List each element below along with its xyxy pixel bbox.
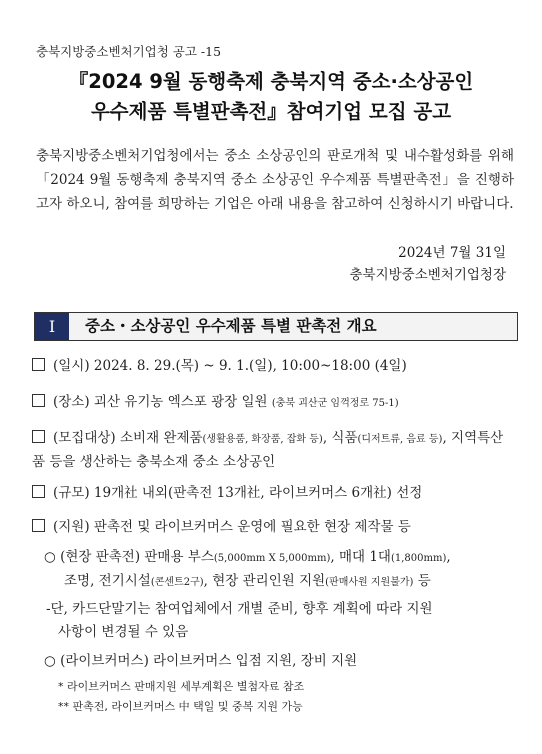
- booth-comma: ,: [446, 549, 451, 565]
- booth-stand-size: (1,800mm): [390, 553, 447, 564]
- announcement-date: 2024년 7월 31일: [398, 245, 506, 261]
- target-note-2: (디저트류, 음료 등): [357, 434, 443, 445]
- live-text: ○ (라이브커머스) 라이브커머스 입점 지원, 장비 지원: [44, 653, 358, 669]
- target-text-2: , 식품: [322, 430, 358, 446]
- booth-size: (5,000mm X 5,000mm): [213, 553, 331, 564]
- section-title: 중소・소상공인 우수제품 특별 판촉전 개요: [85, 317, 377, 335]
- issuer: 충북지방중소벤처기업청장: [349, 267, 506, 283]
- list-item-period: [32, 355, 514, 378]
- note-2: ** 판촉전, 라이브커머스 中 택일 및 중복 지원 가능: [58, 700, 303, 713]
- target-text-3: , 지역특산품 등을 생산하는 충북소재 중소 소상공인: [32, 430, 504, 470]
- place-note: (충북 괴산군 임꺽정로 75-1): [271, 398, 399, 409]
- list-item-support: [32, 516, 514, 539]
- target-note-1: (생활용품, 화장품, 잡화 등): [202, 434, 323, 445]
- target-text: (모집대상) 소비재 완제품: [53, 430, 203, 446]
- notice-number: 충북지방중소벤처기업청 공고 -15: [36, 44, 222, 59]
- booth-staff-note: (판매사원 지원불가): [325, 577, 414, 588]
- booth-text-4: , 현장 관리인원 지원: [203, 573, 326, 589]
- section-header: [34, 312, 518, 341]
- list-item-target: [32, 427, 514, 474]
- section-number: I: [35, 313, 69, 340]
- booth-line-2: [44, 570, 514, 594]
- booth-text-2: , 매대 1대: [330, 549, 391, 565]
- period-text: (일시) 2024. 8. 29.(목) ~ 9. 1.(일), 10:00~18:00 (4일): [53, 358, 407, 374]
- title-line-1: 『2024 9월 동행축제 충북지역 중소·소상공인: [68, 70, 474, 93]
- booth-text-3: 조명, 전기시설: [64, 573, 151, 589]
- sub-item-live: [44, 650, 514, 673]
- sub-item-booth: [44, 546, 514, 594]
- card-text-1: -단, 카드단말기는 참여업체에서 개별 준비, 향후 계획에 따라 지원: [46, 601, 433, 617]
- sub-item-card: [46, 598, 516, 644]
- intro-paragraph: 충북지방중소벤처기업청에서는 중소 소상공인의 판로개척 및 내수활성화를 위해 「2024 9월 동행축제 충북지역 중소 소상공인 우수제품 특별판촉전」을 진행하고자 하오니, 참여를 희망하는 기업은 아래 내용을 참고하여 신청하시기 바랍니다.: [36, 148, 514, 212]
- checkbox-square-icon: [32, 358, 45, 371]
- list-item-place: [32, 391, 514, 415]
- card-text-2: 사항이 변경될 수 있음: [58, 624, 189, 640]
- booth-outlet: (콘센트2구): [150, 577, 204, 588]
- scale-text: (규모) 19개社 내외(판촉전 13개社, 라이브커머스 6개社) 선정: [53, 485, 423, 501]
- place-text: (장소) 괴산 유기농 엑스포 광장 일원: [53, 394, 272, 410]
- checkbox-square-icon: [32, 485, 45, 498]
- checkbox-square-icon: [32, 394, 45, 407]
- title-line-2: 우수제품 특별판촉전』참여기업 모집 공고: [90, 100, 452, 123]
- booth-text: ○ (현장 판촉전) 판매용 부스: [44, 549, 214, 565]
- checkbox-square-icon: [32, 430, 45, 443]
- list-item-scale: [32, 482, 514, 505]
- booth-text-5: 등: [413, 573, 431, 589]
- note-1: * 라이브커머스 판매지원 세부계획은 별첨자료 참조: [58, 680, 305, 693]
- checkbox-square-icon: [32, 519, 45, 532]
- support-text: (지원) 판촉전 및 라이브커머스 운영에 필요한 현장 제작물 등: [53, 519, 411, 535]
